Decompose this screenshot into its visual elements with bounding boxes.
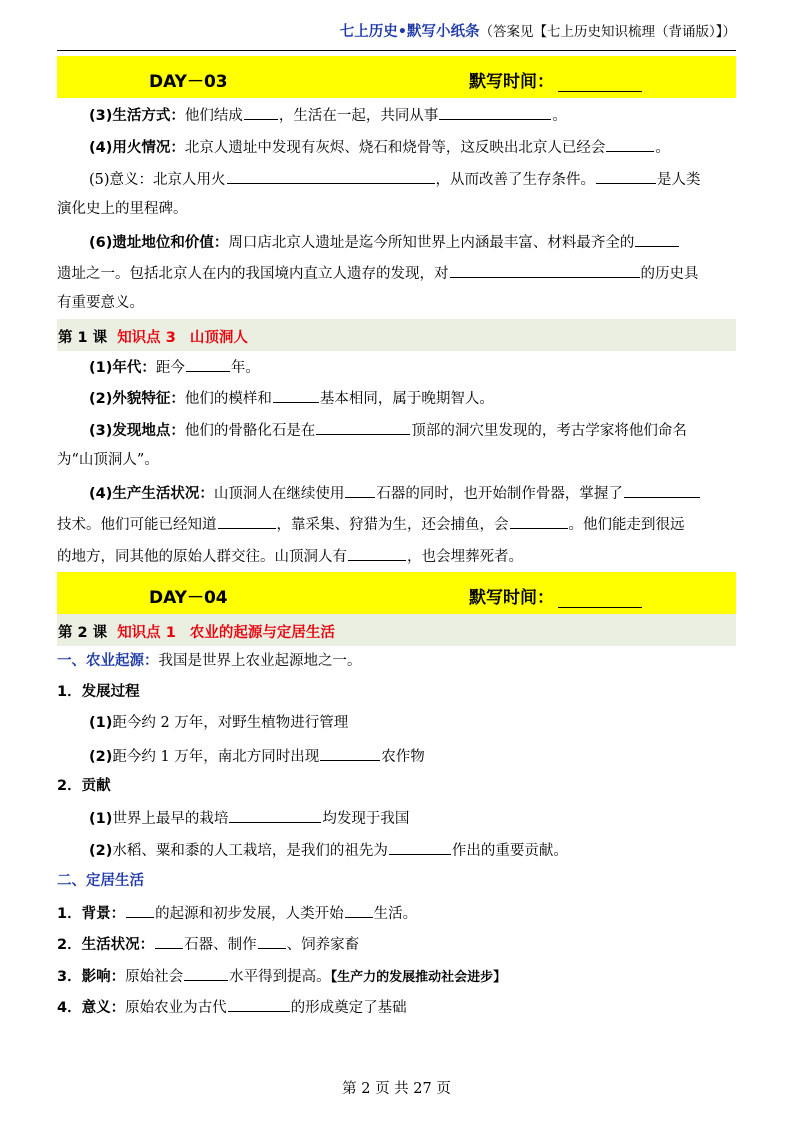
- item-text: 年。: [230, 360, 260, 376]
- list-item: [89, 419, 687, 441]
- lesson-band: [57, 614, 736, 646]
- dictation-time-blank[interactable]: [558, 75, 642, 92]
- item-text: ，靠采集、狩猎为生，还会捕鱼，会: [276, 517, 509, 533]
- item-label: (4)生产生活状况：: [89, 486, 214, 502]
- item-text: 原始农业为古代: [125, 1000, 227, 1016]
- fill-blank[interactable]: [439, 104, 551, 120]
- day-03-band: [57, 56, 736, 98]
- fill-blank[interactable]: [345, 902, 373, 918]
- item-label: (1)年代：: [89, 360, 156, 376]
- dictation-time: [469, 583, 642, 608]
- fill-blank[interactable]: [186, 356, 230, 372]
- fill-blank[interactable]: [596, 168, 656, 184]
- item-text: 周口店北京人遗址是迄今所知世界上内涵最丰富、材料最齐全的: [228, 235, 635, 251]
- item-label: 3．影响：: [57, 969, 126, 985]
- item-text: 技术。他们可能已经知道: [57, 517, 217, 533]
- item-text: 距今约 1 万年，南北方同时出现: [112, 749, 320, 765]
- item-text: 他们的骨骼化石是在: [184, 423, 316, 439]
- item-label: (2)外貌特征：: [89, 391, 185, 407]
- list-item: [57, 902, 417, 924]
- fill-blank[interactable]: [155, 933, 183, 949]
- item-text: 。他们能走到很远: [568, 517, 685, 533]
- page-header: [57, 20, 736, 46]
- section-title: 二、定居生活: [57, 873, 144, 889]
- fill-blank[interactable]: [229, 807, 321, 823]
- item-text: 山顶洞人在继续使用: [213, 486, 345, 502]
- item-text: 他们结成: [184, 108, 243, 124]
- knowledge-point: 知识点 3: [117, 330, 176, 346]
- item-text: 的地方，同其他的原始人群交往。山顶洞人有: [57, 549, 347, 565]
- header-note: （答案见【七上历史知识梳理（背诵版）】）: [479, 24, 736, 40]
- lesson-topic: 农业的起源与定居生活: [189, 625, 335, 641]
- lesson-number: 第 1 课: [58, 330, 108, 346]
- subheading: 1．发展过程: [57, 684, 140, 700]
- fill-blank[interactable]: [510, 513, 568, 529]
- fill-blank[interactable]: [316, 419, 410, 435]
- fill-blank[interactable]: [345, 482, 375, 498]
- lesson-number: 第 2 课: [58, 625, 108, 641]
- item-text: ，生活在一起，共同从事: [278, 108, 439, 124]
- subheading: 2．贡献: [57, 778, 111, 794]
- list-item: [89, 387, 494, 409]
- item-text: 距今约 2 万年，对野生植物进行管理: [112, 715, 349, 731]
- item-text: 。: [552, 108, 567, 124]
- section-heading: [57, 651, 362, 671]
- item-text: 遗址之一。包括北京人在内的我国境内直立人遗存的发现，对: [57, 266, 449, 282]
- item-label: (4)用火情况：: [89, 140, 185, 156]
- item-text: 我国是世界上农业起源地之一。: [158, 653, 362, 669]
- item-text: 基本相同，属于晚期智人。: [319, 391, 494, 407]
- list-item: [89, 168, 701, 190]
- header-title: 七上历史•默写小纸条: [339, 24, 480, 40]
- item-text: 原始社会: [125, 969, 184, 985]
- lesson-band: [57, 319, 736, 351]
- day-label: DAY－03: [149, 72, 228, 92]
- fill-blank[interactable]: [606, 136, 654, 152]
- item-text: 世界上最早的栽培: [112, 811, 229, 827]
- list-item: [89, 356, 260, 378]
- item-text: (5)意义：北京人用火: [89, 172, 226, 188]
- item-label: 1．背景：: [57, 906, 126, 922]
- item-label: (3)生活方式：: [89, 108, 185, 124]
- day-label: DAY－04: [149, 588, 228, 608]
- item-text: 演化史上的里程碑。: [57, 201, 188, 217]
- list-item: [57, 996, 407, 1018]
- list-item: [89, 745, 425, 767]
- list-item: [57, 965, 506, 988]
- item-label: (6)遗址地位和价值：: [89, 235, 229, 251]
- item-number: (2): [89, 749, 113, 765]
- item-text: 石器、制作: [184, 937, 257, 953]
- header-divider: [57, 50, 736, 51]
- note-bracket: 【生产力的发展推动社会进步】: [330, 970, 507, 985]
- list-item: [57, 262, 699, 284]
- list-item: [89, 713, 348, 733]
- item-text: 、饲养家畜: [286, 937, 360, 953]
- item-text: 有重要意义。: [57, 295, 144, 311]
- item-text: 均发现于我国: [322, 811, 410, 827]
- list-item: [57, 513, 685, 535]
- item-text: 为“山顶洞人”。: [57, 452, 159, 468]
- item-text: 距今: [155, 360, 185, 376]
- item-text: ，从而改善了生存条件。: [435, 172, 596, 188]
- page-number: 第 2 页 共 27 页: [342, 1081, 451, 1097]
- dictation-time-label: 默写时间：: [469, 588, 554, 608]
- item-text: 作出的重要贡献。: [451, 843, 568, 859]
- fill-blank[interactable]: [348, 545, 406, 561]
- item-text: 是人类: [657, 172, 701, 188]
- fill-blank[interactable]: [218, 513, 276, 529]
- item-number: (1): [89, 811, 113, 827]
- item-text: 农作物: [381, 749, 425, 765]
- item-text: 他们的模样和: [184, 391, 272, 407]
- fill-blank[interactable]: [320, 745, 380, 761]
- fill-blank[interactable]: [184, 965, 228, 981]
- section-title: 一、农业起源：: [57, 653, 159, 669]
- item-label: 4．意义：: [57, 1000, 126, 1016]
- list-item: [89, 231, 680, 253]
- list-item: [57, 933, 359, 955]
- fill-blank[interactable]: [258, 933, 286, 949]
- item-text: 。: [655, 140, 670, 156]
- item-text: 水稻、粟和黍的人工栽培，是我们的祖先为: [112, 843, 388, 859]
- fill-blank[interactable]: [228, 996, 290, 1012]
- dictation-time: [469, 67, 642, 92]
- item-text: 石器的同时，也开始制作骨器，掌握了: [376, 486, 623, 502]
- fill-blank[interactable]: [389, 839, 451, 855]
- list-item: [89, 807, 409, 829]
- fill-blank[interactable]: [635, 231, 679, 247]
- fill-blank[interactable]: [244, 104, 278, 120]
- dictation-time-blank[interactable]: [558, 591, 642, 608]
- item-text: 水平得到提高。: [229, 969, 331, 985]
- fill-blank[interactable]: [624, 482, 700, 498]
- fill-blank[interactable]: [126, 902, 154, 918]
- list-item: [89, 482, 701, 504]
- item-text: 北京人遗址中发现有灰烬、烧石和烧骨等，这反映出北京人已经会: [184, 140, 606, 156]
- day-04-band: [57, 572, 736, 614]
- item-label: (3)发现地点：: [89, 423, 185, 439]
- fill-blank[interactable]: [450, 262, 640, 278]
- item-text: 顶部的洞穴里发现的，考古学家将他们命名: [411, 423, 687, 439]
- item-text: 的形成奠定了基础: [290, 1000, 407, 1016]
- item-text: 的起源和初步发展，人类开始: [155, 906, 344, 922]
- list-item: [89, 104, 567, 126]
- dictation-time-label: 默写时间：: [469, 72, 554, 92]
- list-item: [89, 839, 568, 861]
- item-number: (2): [89, 843, 113, 859]
- item-text: 的历史具: [640, 266, 699, 282]
- fill-blank[interactable]: [227, 168, 435, 184]
- item-text: ，也会埋葬死者。: [407, 549, 523, 565]
- knowledge-point: 知识点 1: [117, 625, 176, 641]
- item-label: 2．生活状况：: [57, 937, 155, 953]
- fill-blank[interactable]: [273, 387, 319, 403]
- list-item: [57, 545, 523, 567]
- item-text: 生活。: [373, 906, 418, 922]
- lesson-topic: 山顶洞人: [189, 330, 248, 346]
- item-number: (1): [89, 715, 113, 731]
- list-item: [89, 136, 670, 158]
